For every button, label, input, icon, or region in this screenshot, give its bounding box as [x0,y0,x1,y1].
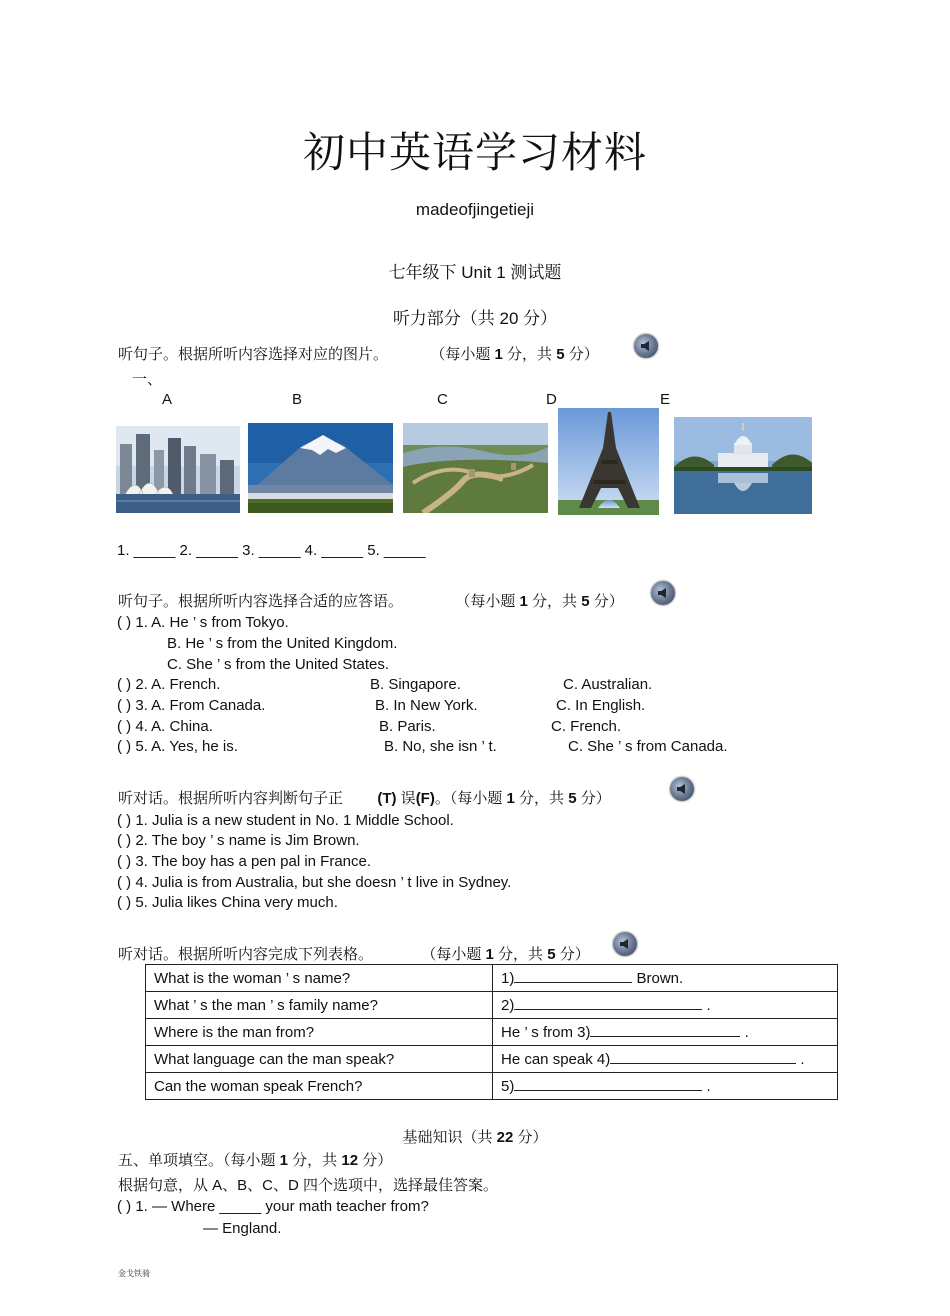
score-text: 分） [564,346,599,363]
tf-item-1: ( ) 1. Julia is a new student in No. 1 Middle School. [117,812,454,829]
question-2-4-option-c: C. French. [551,718,622,735]
section4-instruction-text: 听对话。根据所听内容完成下列表格。 [118,946,374,963]
title-text: 五、单项填空。（每小题 [118,1152,280,1169]
speaker-icon[interactable] [613,932,637,956]
speaker-icon[interactable] [670,777,694,801]
score-text: （每小题 [455,593,520,610]
answer-blank[interactable] [514,1090,702,1091]
listening-heading: 听力部分（共 20 分） [392,309,558,328]
score-number: 1 [519,593,528,610]
score-number: 1 [485,946,494,963]
section3-instruction [118,787,611,808]
picture-label-b: B [292,391,303,408]
heading-number: 22 [496,1129,514,1146]
true-mark: (T) [377,790,397,807]
picture-label-c: C [437,391,448,408]
sydney-opera-house-picture [116,426,240,513]
answer-prefix: He ’ s from 3) [501,1023,591,1041]
answer-suffix: Brown. [632,969,684,987]
question-2-5-option-c: C. She ’ s from Canada. [568,738,728,755]
document-subtitle: madeofjingetieji [415,200,535,219]
title-text: 分，共 [288,1152,342,1169]
answer-blank[interactable] [610,1063,796,1064]
heading-text: 基础知识（共 [402,1129,497,1146]
table-answer-cell[interactable] [493,965,838,992]
title-number: 12 [341,1152,359,1169]
score-text: 分，共 [527,593,582,610]
eiffel-tower-picture [558,408,659,515]
question-2-2-option-c: C. Australian. [563,676,653,693]
great-wall-picture [403,423,548,513]
score-text: （每小题 [430,346,495,363]
table-question: Can the woman speak French? [146,1073,493,1100]
score-number: 5 [568,790,577,807]
score-number: 1 [506,790,515,807]
answer-prefix: 1) [501,969,515,987]
answer-blank[interactable] [514,982,632,983]
question-2-2-option-b: B. Singapore. [370,676,461,693]
question-2-5-option-a: ( ) 5. A. Yes, he is. [117,738,238,755]
tf-item-3: ( ) 3. The boy has a pen pal in France. [117,853,372,870]
section4-instruction [118,943,590,964]
score-text: 分，共 [493,946,548,963]
table-row [146,1046,838,1073]
table-answer-cell[interactable] [493,1019,838,1046]
score-number: 5 [547,946,556,963]
footer-text: 金戈铁骑 [118,1269,150,1278]
section1-instruction-text: 听句子。根据所听内容选择对应的图片。 [118,346,389,363]
score-number: 5 [581,593,590,610]
answer-blank[interactable] [514,1009,702,1010]
basics-heading [0,1126,950,1147]
answer-suffix: . [702,996,711,1014]
picture-label-e: E [660,391,671,408]
section3-instruction-text: 听对话。根据所听内容判断句子正 [118,790,344,807]
answer-prefix: He can speak 4) [501,1050,611,1068]
question-5-1-reply: — England. [203,1220,282,1237]
table-question: What is the woman ’ s name? [146,965,493,992]
false-mark: (F) [415,790,435,807]
score-text: 分，共 [514,790,569,807]
section5-title [118,1149,392,1170]
picture-label-d: D [546,391,557,408]
document-title: 初中英语学习材料 [302,128,647,177]
section5-instruction: 根据句意，从 A、B、C、D 四个选项中，选择最佳答案。 [118,1177,499,1194]
score-text: 分） [555,946,590,963]
listening-table [145,964,838,1100]
score-text: （每小题 [421,946,486,963]
answer-prefix: 5) [501,1077,515,1095]
question-5-1: ( ) 1. — Where _____ your math teacher from? [117,1198,429,1215]
table-answer-cell[interactable] [493,1046,838,1073]
question-2-3-option-c: C. In English. [556,697,646,714]
table-row [146,965,838,992]
picture-label-a: A [162,391,173,408]
section-numeral: 一、 [132,371,163,388]
table-question: Where is the man from? [146,1019,493,1046]
title-text: 分） [358,1152,393,1169]
table-row [146,992,838,1019]
question-2-2-option-a: ( ) 2. A. French. [117,676,221,693]
section1-instruction [118,343,599,364]
answer-suffix: . [796,1050,805,1068]
score-text: 分，共 [502,346,557,363]
question-2-5-option-b: B. No, she isn ’ t. [384,738,497,755]
answer-blank[interactable] [590,1036,740,1037]
question-2-1-option-c: C. She ’ s from the United States. [167,656,390,673]
tf-item-2: ( ) 2. The boy ’ s name is Jim Brown. [117,832,360,849]
table-row [146,1073,838,1100]
table-row [146,1019,838,1046]
question-2-1: ( ) 1. A. He ’ s from Tokyo. [117,614,289,631]
picture-answer-blanks[interactable]: 1. _____ 2. _____ 3. _____ 4. _____ 5. _____ [117,542,426,559]
section2-instruction [118,590,624,611]
heading-text: 分） [513,1129,548,1146]
question-2-3-option-b: B. In New York. [375,697,478,714]
speaker-icon[interactable] [634,334,658,358]
answer-prefix: 2) [501,996,515,1014]
table-answer-cell[interactable] [493,1073,838,1100]
score-number: 1 [494,346,503,363]
mount-fuji-picture [248,423,393,513]
section2-instruction-text: 听句子。根据所听内容选择合适的应答语。 [118,593,404,610]
question-2-4-option-b: B. Paris. [379,718,436,735]
score-text: 分） [589,593,624,610]
test-title: 七年级下 Unit 1 测试题 [388,263,562,282]
question-2-4-option-a: ( ) 4. A. China. [117,718,213,735]
question-2-3-option-a: ( ) 3. A. From Canada. [117,697,266,714]
table-question: What language can the man speak? [146,1046,493,1073]
speaker-icon[interactable] [651,581,675,605]
tf-item-5: ( ) 5. Julia likes China very much. [117,894,338,911]
score-text: 。（每小题 [434,790,507,807]
table-question: What ’ s the man ’ s family name? [146,992,493,1019]
tf-item-4: ( ) 4. Julia is from Australia, but she doesn ’ t live in Sydney. [117,874,512,891]
answer-suffix: . [702,1077,711,1095]
title-number: 1 [279,1152,289,1169]
table-answer-cell[interactable] [493,992,838,1019]
question-2-1-option-b: B. He ’ s from the United Kingdom. [167,635,398,652]
score-number: 5 [556,346,565,363]
score-text: 分） [576,790,611,807]
tf-text: 误 [396,790,416,807]
us-capitol-picture [674,417,812,514]
answer-suffix: . [740,1023,749,1041]
